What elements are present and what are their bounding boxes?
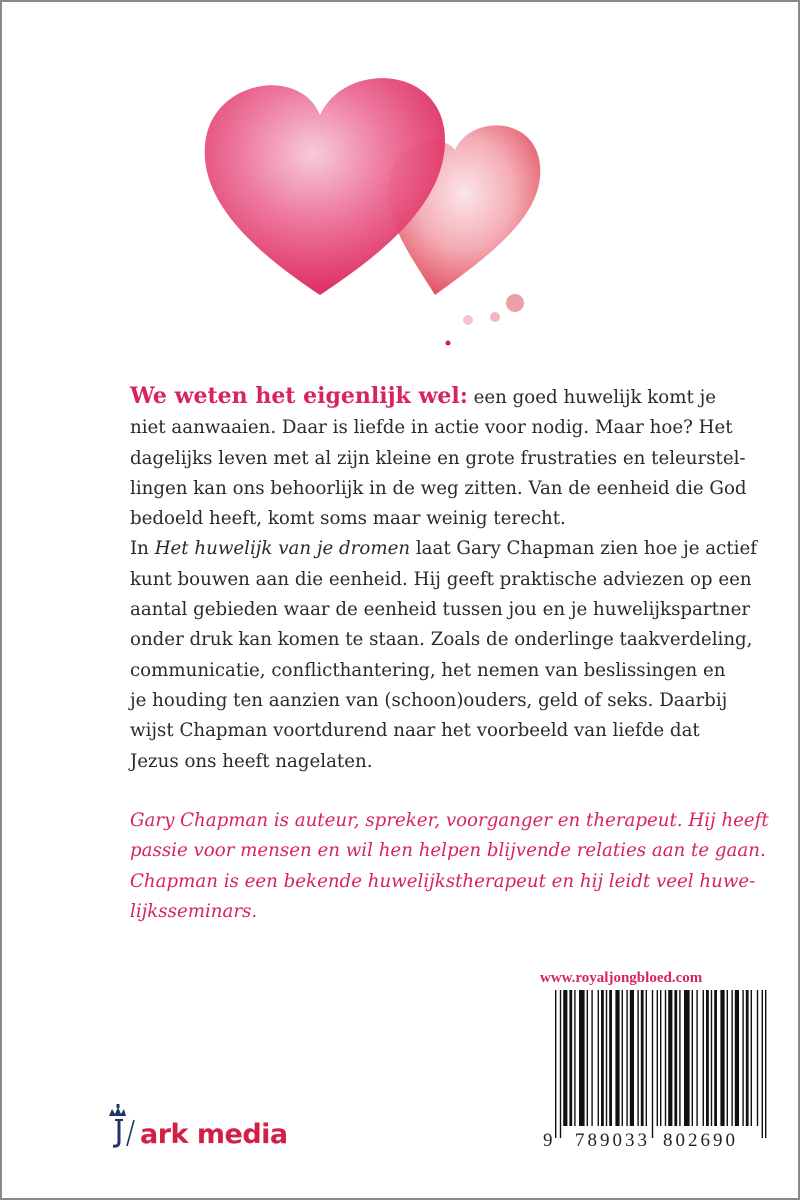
book-title: Het huwelijk van je dromen	[154, 538, 411, 560]
barcode-bar	[598, 990, 599, 1126]
barcode-bar	[657, 990, 658, 1126]
text-line: Jezus ons heeft nagelaten.	[130, 750, 373, 772]
barcode-bar	[641, 990, 644, 1126]
barcode-bar	[731, 990, 732, 1126]
barcode-bar	[626, 990, 627, 1126]
barcode-bar	[660, 990, 661, 1126]
barcode-bar	[665, 990, 666, 1126]
text-line: bedoeld heeft, komt soms maar weinig terecht.	[130, 508, 566, 530]
barcode-bar	[703, 990, 704, 1126]
barcode-digit-group: 789033	[575, 1130, 650, 1150]
barcode-bar	[720, 990, 724, 1126]
barcode-bar	[746, 990, 749, 1126]
text-line: je houding ten aanzien van (schoon)ouders, geld of seks. Daarbij	[130, 689, 728, 711]
barcode-digit-group: 9	[543, 1130, 553, 1150]
bio-line: Chapman is een bekende huwelijkstherapeut en hij leidt veel huwe-	[130, 870, 756, 892]
barcode-bar	[679, 990, 680, 1126]
barcode-bar	[765, 990, 766, 1138]
bio-line: passie voor mensen en wil hen helpen blijvende relaties aan te gaan.	[130, 840, 766, 862]
barcode-bar	[591, 990, 592, 1126]
barcode-bar	[674, 990, 677, 1126]
barcode-bar	[609, 990, 612, 1126]
barcode-bar	[696, 990, 697, 1126]
text-line: kunt bouwen aan die eenheid. Hij geeft praktische adviezen op een	[130, 568, 752, 590]
barcode-bar	[569, 990, 572, 1126]
barcode-bar	[711, 990, 712, 1126]
barcode-bar	[587, 990, 588, 1126]
barcode-bar	[606, 990, 607, 1126]
barcode-bar	[727, 990, 728, 1126]
barcode-digit-group: 802690	[663, 1130, 738, 1150]
barcode-bar	[668, 990, 672, 1126]
barcode-bar	[637, 990, 638, 1126]
publisher-url[interactable]: www.royaljongbloed.com	[540, 970, 703, 986]
barcode-bar	[762, 990, 763, 1138]
barcode-bar	[757, 990, 758, 1126]
barcode-bar	[622, 990, 623, 1126]
barcode-bar	[601, 990, 604, 1126]
isbn-barcode	[535, 990, 775, 1150]
barcode-bar	[735, 990, 739, 1126]
barcode-bar	[706, 990, 709, 1126]
barcode-bar	[630, 990, 634, 1126]
text-line: dagelijks leven met al zijn kleine en grote frustraties en teleurstel-	[130, 447, 746, 469]
bio-line: lijksseminars.	[130, 900, 258, 922]
text-line: communicatie, conflicthantering, het nemen van beslissingen en	[130, 659, 726, 681]
text-fragment: In	[130, 538, 155, 560]
publisher-logo	[106, 1104, 288, 1148]
barcode-bar	[560, 990, 561, 1138]
text-line: aantal gebieden waar de eenheid tussen jou en je huwelijkspartner	[130, 599, 751, 621]
lead-heading: We weten het eigenlijk wel:	[130, 383, 468, 409]
text-line: een goed huwelijk komt je	[467, 387, 716, 408]
barcode-bar	[555, 990, 556, 1138]
crown-j-icon	[106, 1104, 136, 1148]
bio-line: Gary Chapman is auteur, spreker, voorganger en therapeut. Hij heeft	[130, 810, 769, 831]
text-line: onder druk kan komen te staan. Zoals de onderlinge taakverdeling,	[130, 629, 753, 651]
barcode-bar	[742, 990, 743, 1126]
barcode-bar	[751, 990, 752, 1126]
description-text	[130, 381, 770, 777]
barcode-bar	[574, 990, 575, 1126]
watercolor-hearts-illustration	[190, 55, 570, 355]
barcode-bar	[714, 990, 717, 1126]
barcode-bar	[692, 990, 693, 1126]
text-fragment: laat Gary Chapman zien hoe je actief	[410, 538, 757, 560]
barcode-bar	[652, 990, 653, 1138]
barcode-bar	[563, 990, 567, 1126]
text-line: niet aanwaaien. Daar is liefde in actie voor nodig. Maar hoe? Het	[130, 417, 733, 439]
text-line: lingen kan ons behoorlijk in de weg zitten. Van de eenheid die God	[130, 477, 747, 499]
barcode-bar	[646, 990, 647, 1126]
text-line: wijst Chapman voortdurend naar het voorbeeld van liefde dat	[130, 720, 700, 742]
barcode-bar	[579, 990, 585, 1126]
author-bio	[130, 806, 770, 927]
logo-text: ark media	[140, 1119, 288, 1150]
barcode-bar	[615, 990, 619, 1126]
barcode-bar	[684, 990, 690, 1126]
